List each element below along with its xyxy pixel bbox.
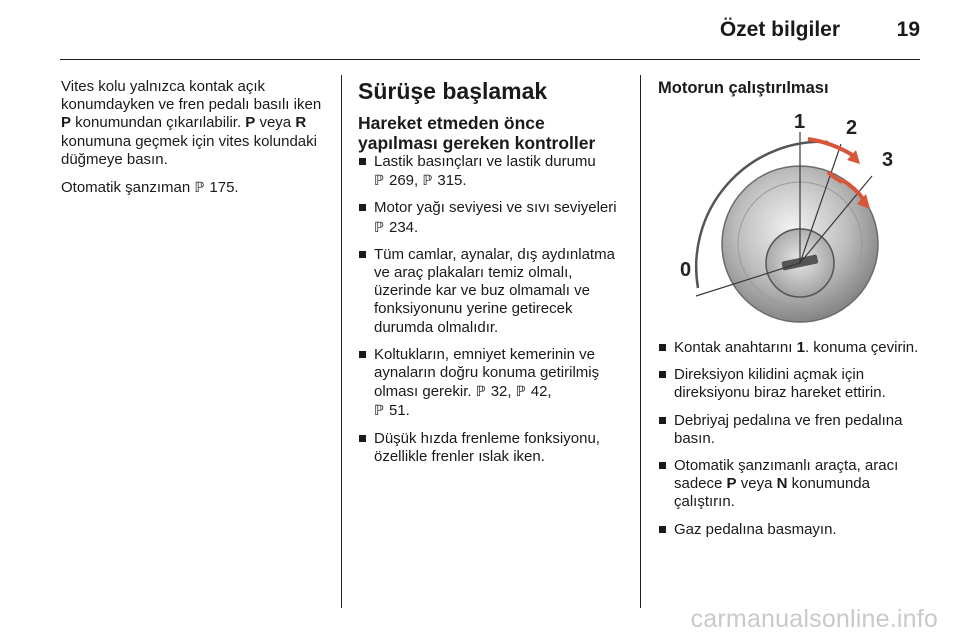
position-label-3: 3	[882, 149, 894, 171]
list-item: Koltukların, emniyet kemerinin ve aynaların doğru konuma getirilmiş olması gerekir. ℙ 32, ℙ 42, ℙ 51.	[358, 346, 626, 421]
start-steps-list	[658, 339, 926, 539]
automatic-transmission-reference: Otomatik şanzıman ℙ 175.	[61, 179, 239, 197]
page-reference-icon: ℙ	[374, 218, 384, 235]
position-label-0: 0	[680, 259, 692, 281]
column-divider-1	[341, 75, 342, 608]
list-item: Tüm camlar, aynalar, dış aydınlatma ve araç plakaları temiz olmalı, üzerinde kar ve buz olmamalı ve fonksiyonunu yerine getirecek durumda olmalıdır.	[358, 246, 626, 337]
ignition-switch-illustration	[658, 108, 918, 323]
page-reference-icon: ℙ	[515, 383, 526, 400]
page-reference-icon: ℙ	[374, 172, 384, 189]
section-heading: Sürüşe başlamak	[358, 78, 548, 104]
column-middle	[358, 78, 626, 475]
page-reference-link[interactable]: 234.	[389, 218, 419, 236]
page-number: 19	[896, 18, 920, 41]
page-reference-link[interactable]: 32,	[490, 383, 516, 401]
section-heading: Motorun çalıştırılması	[658, 79, 829, 97]
column-left	[61, 78, 329, 206]
page-reference-icon: ℙ	[422, 172, 433, 189]
position-label-1: 1	[794, 111, 806, 133]
list-item: Motor yağı seviyesi ve sıvı seviyeleri ℙ 234.	[358, 199, 626, 236]
header-rule	[60, 59, 920, 60]
watermark: carmanualsonline.info	[690, 605, 938, 633]
list-item: Direksiyon kilidini açmak için direksiyonu biraz hareket ettirin.	[658, 366, 926, 402]
list-item: Otomatik şanzımanlı araçta, aracı sadece P veya N konumunda çalıştırın.	[658, 457, 926, 512]
section-subheading: Hareket etmeden önce yapılması gereken kontroller	[358, 113, 596, 153]
column-right	[658, 78, 926, 548]
list-item: Düşük hızda frenleme fonksiyonu, özellikle frenler ıslak iken.	[358, 430, 626, 466]
ignition-switch-illustration-svg	[658, 108, 918, 323]
page-header-title: Özet bilgiler	[719, 18, 840, 41]
checklist	[358, 153, 626, 466]
page-reference-icon: ℙ	[194, 179, 205, 196]
page-reference-link[interactable]: 315.	[437, 172, 467, 190]
page-reference-link[interactable]: 51.	[389, 402, 410, 420]
position-label-2: 2	[846, 117, 858, 139]
column-divider-2	[640, 75, 641, 608]
page-reference-icon: ℙ	[374, 402, 384, 419]
list-item: Gaz pedalına basmayın.	[658, 521, 926, 539]
list-item: Kontak anahtarını 1. konuma çevirin.	[658, 339, 926, 357]
list-item: Lastik basınçları ve lastik durumu ℙ 269, ℙ 315.	[358, 153, 626, 190]
page-reference-link[interactable]: 175.	[209, 179, 239, 197]
gear-lever-paragraph: Vites kolu yalnızca kontak açık konumdayken ve fren pedalı basılı iken P konumundan çıkarılabilir. P veya R konumuna geçmek için vites kolundaki düğmeye basın.	[61, 78, 322, 168]
page-reference-link[interactable]: 42,	[530, 383, 552, 401]
list-item: Debriyaj pedalına ve fren pedalına basın.	[658, 412, 926, 448]
page-reference-link[interactable]: 269,	[389, 172, 423, 190]
page-reference-icon: ℙ	[475, 383, 486, 400]
